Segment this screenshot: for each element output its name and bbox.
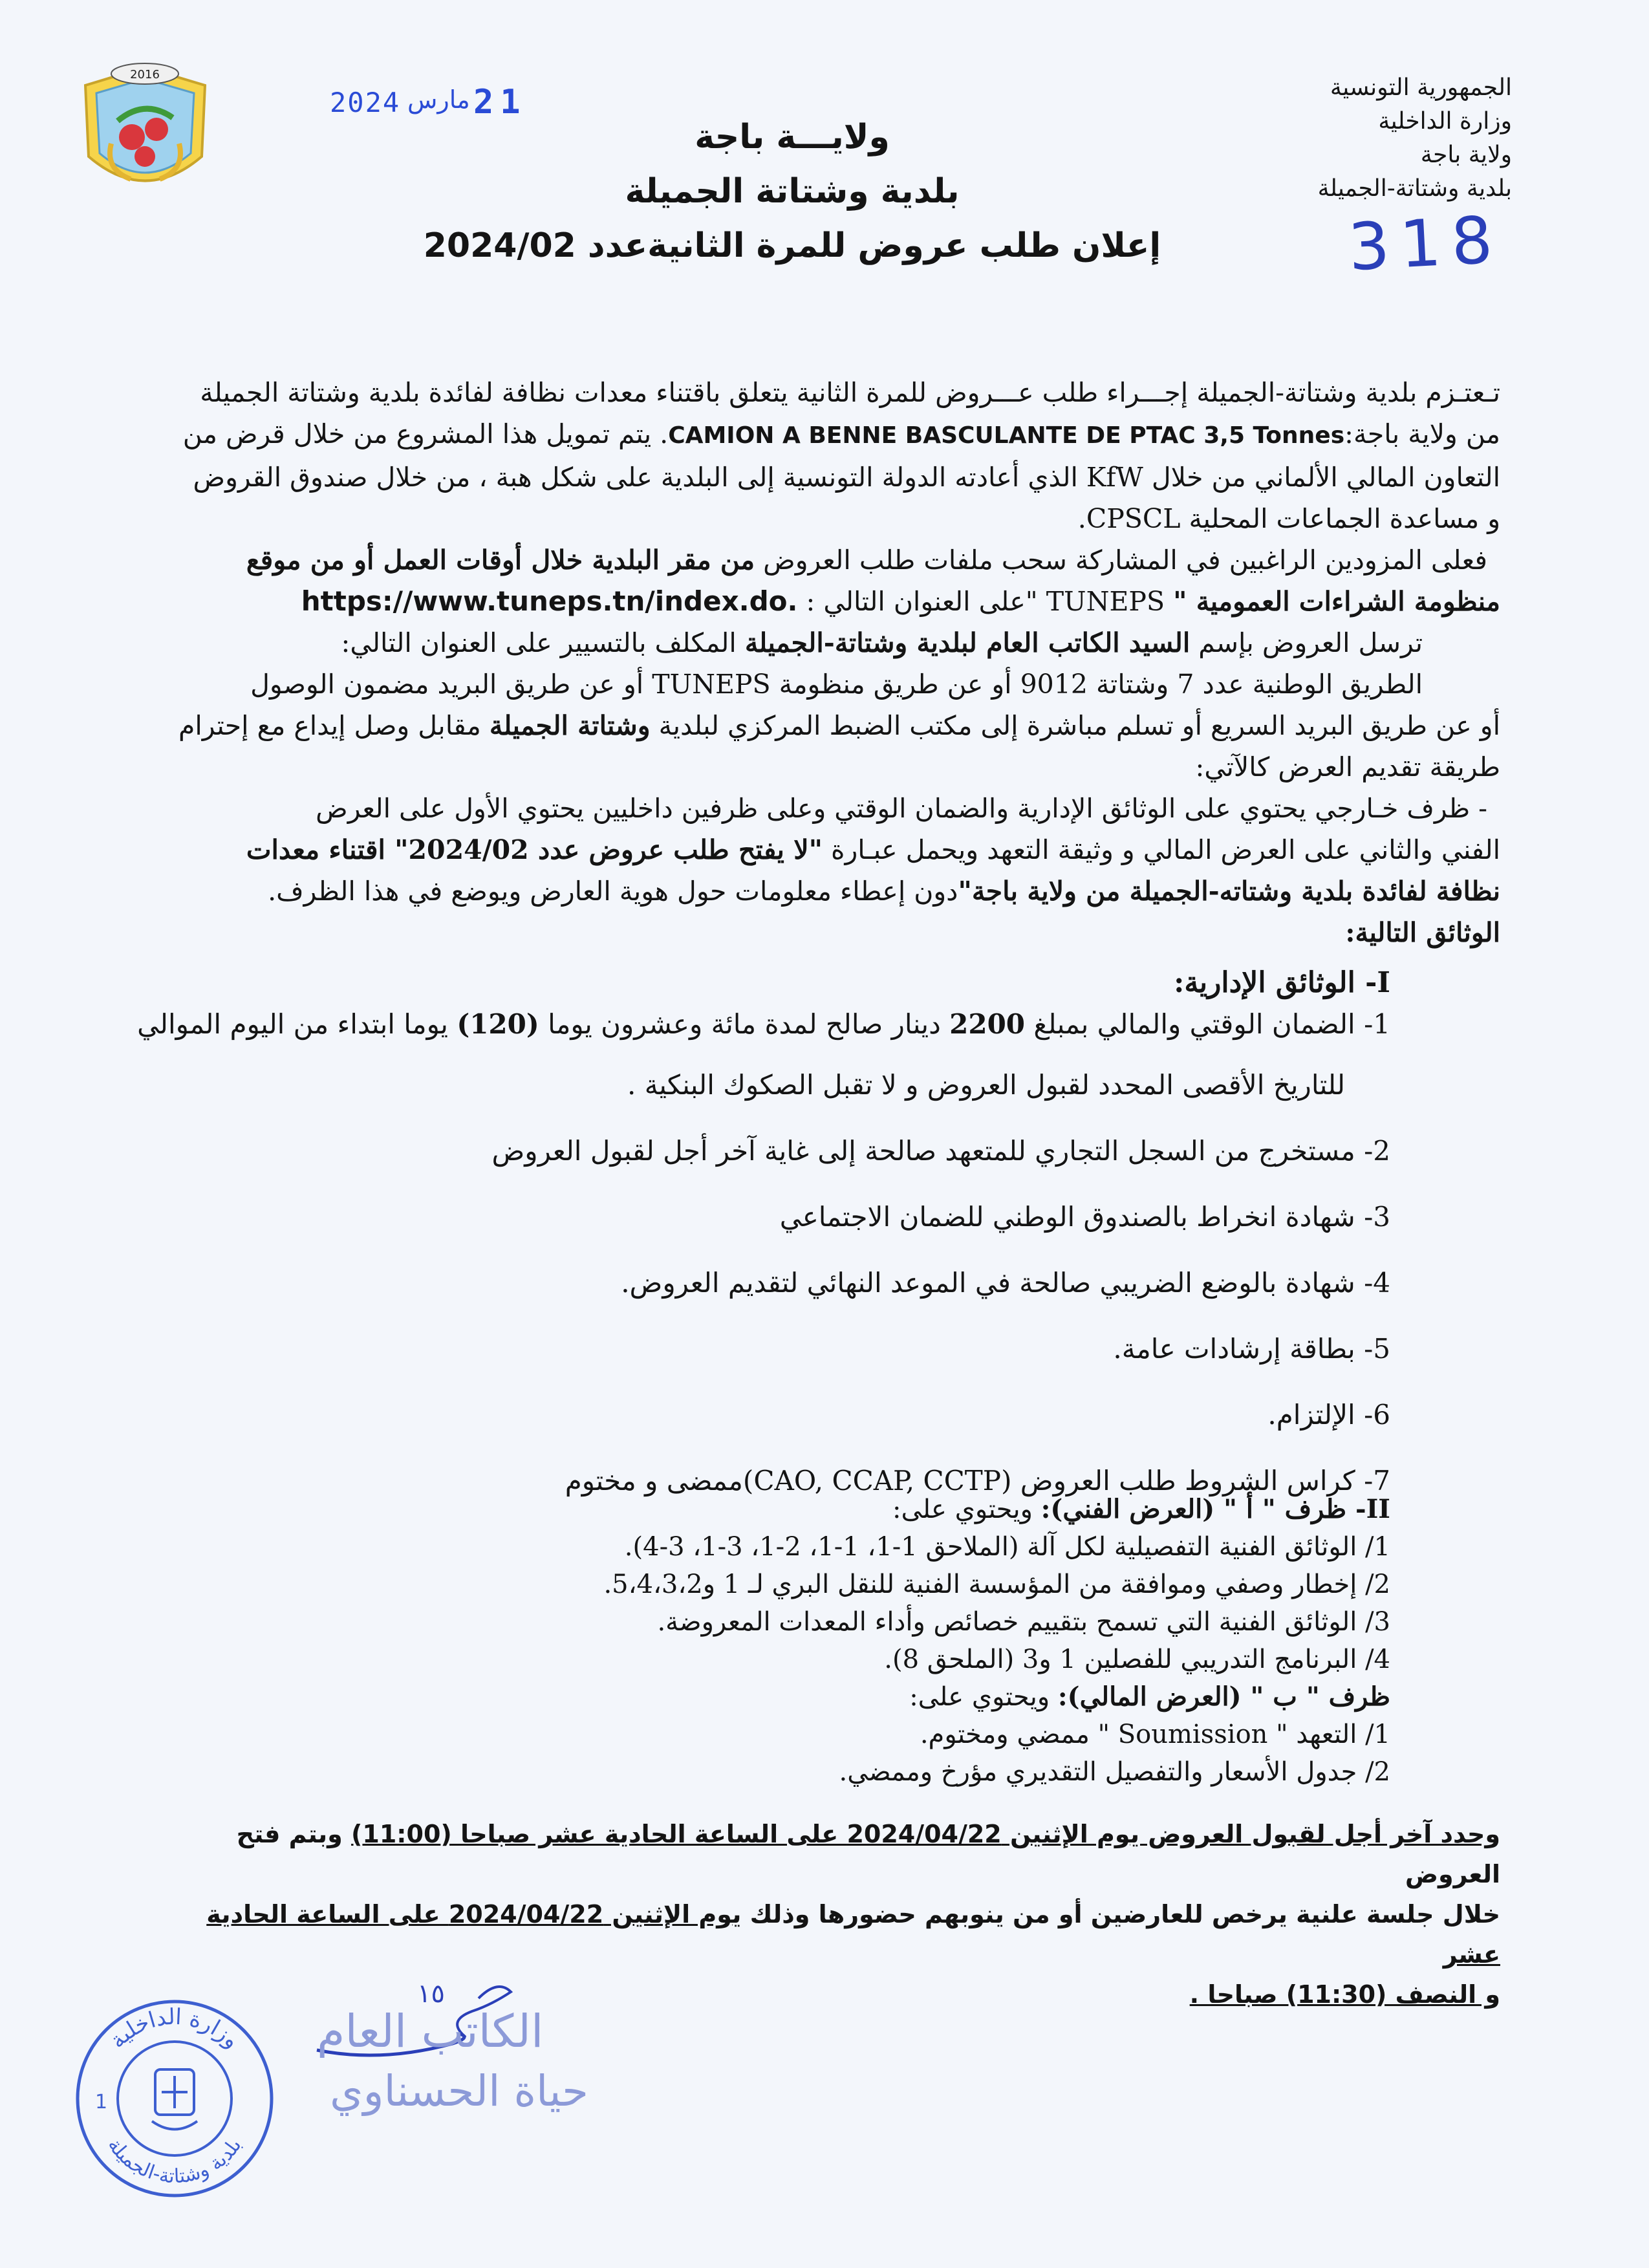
- signature-block: [304, 1972, 640, 2134]
- section-admin-title: I- الوثائق الإدارية:: [1174, 966, 1390, 999]
- withdraw-line-1: فعلى المزودين الراغبين في المشاركة سحب ملفات طلب العروض من مقر البلدية خلال أوقات العمل أو من موقع: [246, 545, 1487, 576]
- admin-item-7: 7- كراس الشروط طلب العروض (CAO, CCAP, CCTP)ممضى و مختوم: [565, 1465, 1390, 1496]
- send-line-3: أو عن طريق البريد السريع أو تسلم مباشرة إلى مكتب الضبط المركزي لبلدية وشتاتة الجميلة مقابل وصل إيداع مع إحترام: [178, 710, 1500, 741]
- technical-offer-title: II- ظرف " أ " (العرض الفني): ويحتوي على:: [892, 1494, 1390, 1524]
- signature-name: حياة الحسناوي: [330, 2066, 588, 2116]
- technical-item-4: 4/ البرنامج التدريبي للفصلين 1 و3 (الملحق 8).: [884, 1645, 1390, 1674]
- deadline-line-3: و النصف (11:30) صباحا .: [1189, 1980, 1500, 2009]
- header-line-ministry: وزارة الداخلية: [1378, 108, 1512, 135]
- send-line-1: ترسل العروض بإسم السيد الكاتب العام لبلدية وشتاتة-الجميلة المكلف بالتسيير على العنوان التالي:: [341, 627, 1423, 658]
- envelope-line-3: نظافة لفائدة بلدية وشتاته-الجميلة من ولاية باجة"دون إعطاء معلومات حول هوية العارض ويوضع في هذا الظرف.: [268, 876, 1500, 907]
- title-announcement: إعلان طلب عروض للمرة الثانيةعدد 2024/02: [423, 226, 1161, 265]
- withdraw-line-2: منظومة الشراءات العمومية " TUNEPS "على العنوان التالي : https://www.tuneps.tn/index.do.: [301, 585, 1500, 617]
- deadline-line-2: خلال جلسة علنية يرخص للعارضين أو من ينوبهم حضورها وذلك يوم الإثنين 2024/04/22 على الساعة الحادية عشر: [206, 1900, 1500, 1969]
- envelope-line-1: - ظرف خـارجي يحتوي على الوثائق الإدارية والضمان الوقتي وعلى ظرفين داخليين يحتوي الأول على العرض: [316, 793, 1487, 824]
- tuneps-url[interactable]: https://www.tuneps.tn/index.do.: [301, 585, 798, 617]
- technical-item-3: 3/ الوثائق الفنية التي تسمح بتقييم خصائص وأداء المعدات المعروضة.: [657, 1607, 1390, 1637]
- municipality-logo: [72, 59, 218, 208]
- date-stamp-month: مارس: [407, 85, 470, 114]
- envelope-line-2: الفني والثاني على العرض المالي و وثيقة التعهد ويحمل عبـارة "لا يفتح طلب عروض عدد 2024/02" اقتناء معدات: [246, 834, 1500, 865]
- admin-item-3: 3- شهادة انخراط بالصندوق الوطني للضمان الاجتماعي: [779, 1201, 1390, 1233]
- official-round-stamp: [68, 1992, 281, 2205]
- title-municipality: بلدية وشتاتة الجميلة: [625, 172, 960, 211]
- admin-item-4: 4- شهادة بالوضع الضريبي صالحة في الموعد النهائي لتقديم العروض.: [621, 1267, 1390, 1299]
- admin-item-1: 1- الضمان الوقتي والمالي بمبلغ 2200 دينار صالح لمدة مائة وعشرون يوما (120) يوما ابتداء من اليوم الموالي: [137, 1008, 1390, 1040]
- title-block: [323, 110, 1261, 273]
- admin-item-1-cont: للتاريخ الأقصى المحدد لقبول العروض و لا تقبل الصكوك البنكية .: [627, 1069, 1345, 1101]
- date-stamp-day: 21: [473, 83, 527, 122]
- header-line-governorate: ولاية باجة: [1420, 142, 1512, 168]
- financial-item-1: 1/ التعهد " Soumission " ممضي ومختوم.: [920, 1720, 1390, 1749]
- admin-item-5: 5- بطاقة إرشادات عامة.: [1113, 1333, 1390, 1365]
- technical-item-1: 1/ الوثائق الفنية التفصيلية لكل آلة (الملاحق 1-1، 1-1، 2-1، 3-1، 3-4).: [624, 1532, 1390, 1562]
- svg-text:1: 1: [95, 2091, 108, 2113]
- section-admin-docs: [65, 964, 1390, 1500]
- header-line-municipality: بلدية وشتاتة-الجميلة: [1317, 175, 1512, 202]
- header-line-republic: الجمهورية التونسية: [1330, 74, 1512, 101]
- envelope-line-4: الوثائق التالية:: [1345, 917, 1500, 948]
- date-stamp-year: 2024: [330, 87, 401, 118]
- intro-line-1: تـعتـزم بلدية وشتاتة-الجميلة إجـــراء طلب عـــروض للمرة الثانية يتعلق باقتناء معدات نظافة لفائدة بلدية وشتاتة الجميلة: [200, 377, 1500, 408]
- send-line-2: الطريق الوطنية عدد 7 وشتاتة 9012 أو عن طريق منظومة TUNEPS أو عن طريق البريد مضمون الوصول: [250, 669, 1423, 700]
- title-governorate: ولايـــة باجة: [695, 118, 890, 157]
- svg-text:2016: 2016: [130, 68, 160, 81]
- header-authority: [1240, 71, 1512, 206]
- section-technical-offer: [323, 1491, 1390, 1791]
- send-line-4: طريقة تقديم العرض كالآتي:: [1195, 751, 1500, 783]
- svg-text:وزارة الداخلية: وزارة الداخلية: [104, 2003, 245, 2054]
- announcement-body: [142, 372, 1500, 953]
- financial-offer-title: ظرف " ب " (العرض المالي): ويحتوي على:: [909, 1681, 1390, 1712]
- intro-line-3: التعاون المالي الألماني من خلال KfW الذي أعادته الدولة التونسية إلى البلدية على شكل هبة ، من خلال صندوق القروض: [193, 462, 1500, 493]
- financial-item-2: 2/ جدول الأسعار والتفصيل التقديري مؤرخ وممضي.: [839, 1757, 1390, 1787]
- signature-title: الكاتب العام: [317, 2005, 544, 2058]
- admin-item-2: 2- مستخرج من السجل التجاري للمتعهد صالحة إلى غاية آخر أجل لقبول العروض: [491, 1135, 1390, 1167]
- intro-line-4: و مساعدة الجماعات المحلية CPSCL.: [1077, 503, 1500, 534]
- reference-number: 318: [1346, 201, 1505, 286]
- intro-line-2: من ولاية باجة:CAMION A BENNE BASCULANTE DE PTAC 3,5 Tonnes. يتم تمويل هذا المشروع من خلال قرض من: [182, 418, 1500, 449]
- deadline-line-1: وحدد آخر أجل لقبول العروض يوم الإثنين 2024/04/22 على الساعة الحادية عشر صباحا (11:00) وبتم فتح العروض: [236, 1820, 1500, 1888]
- technical-item-2: 2/ إخطار وصفي وموافقة من المؤسسة الفنية للنقل البري لـ 1 و5،4،3،2.: [603, 1570, 1390, 1599]
- svg-text:بلدية وشتاتة-الجميلة: بلدية وشتاتة-الجميلة: [103, 2134, 246, 2188]
- tender-subject-fr: CAMION A BENNE BASCULANTE DE PTAC 3,5 Tonnes: [668, 422, 1345, 449]
- signature-initial: ١٥: [417, 1979, 445, 2009]
- admin-item-6: 6- الإلتزام.: [1267, 1399, 1390, 1431]
